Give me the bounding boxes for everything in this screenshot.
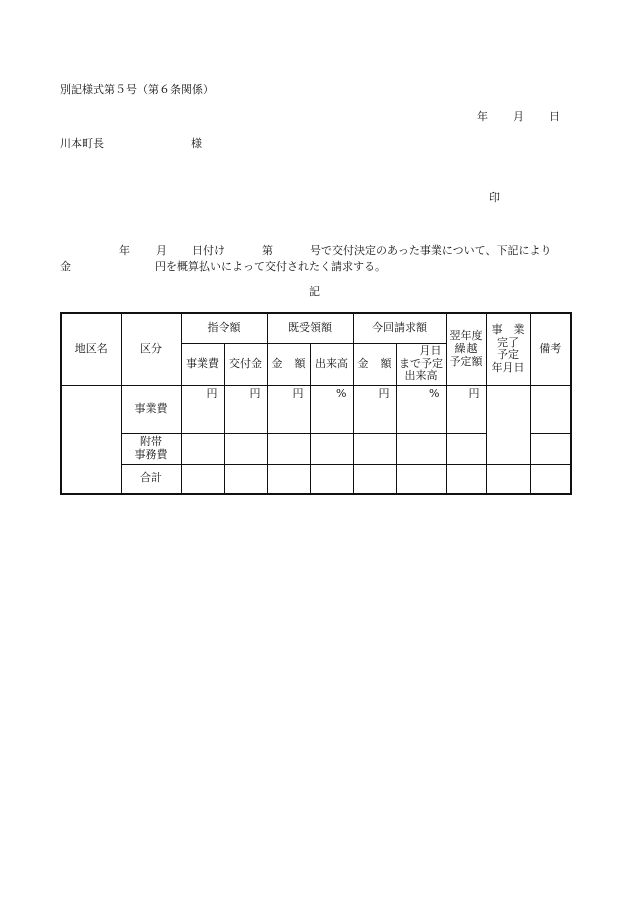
- completion-date-cell[interactable]: [486, 385, 530, 464]
- completion-line-3: 予定: [497, 348, 519, 362]
- completion-line-2: 完了: [497, 335, 519, 349]
- form-header: 別記様式第５号（第６条関係）: [60, 83, 214, 96]
- carryover-line-2a: 繰: [454, 341, 466, 355]
- table-row: [61, 464, 571, 494]
- row-label-line-2: 事務費: [134, 447, 168, 461]
- seal-mark: 印: [489, 191, 500, 204]
- body-no-prefix: 第: [262, 244, 273, 257]
- cell[interactable]: [310, 464, 353, 494]
- unit-yen-current[interactable]: 円: [353, 385, 396, 433]
- header-category: 区分: [121, 313, 181, 385]
- cell[interactable]: [446, 433, 486, 464]
- header-order-grant: 交付金: [224, 343, 267, 385]
- table-row: [61, 385, 571, 433]
- header-carryover: [446, 313, 486, 385]
- current-amount-b: 額: [380, 356, 392, 370]
- completion-line-4: 年月日: [491, 360, 525, 374]
- date-year: 年: [477, 110, 488, 123]
- header-received: 既受領額: [267, 313, 353, 343]
- carryover-line-2: [447, 343, 486, 356]
- unit-percent-received[interactable]: %: [310, 385, 353, 433]
- cell[interactable]: [224, 433, 267, 464]
- addressee-honorific: 様: [191, 137, 202, 150]
- body-month: 月: [156, 244, 167, 257]
- header-received-progress: 出来高: [310, 343, 353, 385]
- cell[interactable]: [446, 464, 486, 494]
- current-until-line-2: まで予定: [399, 356, 443, 370]
- carryover-line-1: 翌年度: [449, 329, 483, 343]
- carryover-line-2b: 越: [466, 341, 478, 355]
- header-order-amount: 指令額: [181, 313, 267, 343]
- remarks-cell[interactable]: [530, 433, 571, 464]
- current-until-line-3: 出来高: [404, 369, 438, 383]
- cell[interactable]: [353, 433, 396, 464]
- cell[interactable]: [396, 464, 446, 494]
- cell[interactable]: [181, 433, 224, 464]
- unit-yen-project-cost[interactable]: 円: [181, 385, 224, 433]
- body-dated: 日付け: [192, 244, 225, 257]
- row-label: 事業費: [121, 385, 181, 433]
- remarks-cell[interactable]: [530, 385, 571, 433]
- cell[interactable]: [353, 464, 396, 494]
- cell[interactable]: [224, 464, 267, 494]
- header-remarks: 備考: [530, 313, 571, 385]
- header-order-project-cost: 事業費: [181, 343, 224, 385]
- header-district: 地区名: [61, 313, 121, 385]
- received-amount-b: 額: [294, 356, 306, 370]
- completion-line-1: 事 業: [491, 322, 525, 336]
- unit-yen-grant[interactable]: 円: [224, 385, 267, 433]
- cell[interactable]: [486, 464, 530, 494]
- remarks-cell[interactable]: [530, 464, 571, 494]
- body-no-suffix: 号で交付決定のあった事業について、下記により: [310, 244, 552, 257]
- body-amount-suffix: 円を概算払いによって交付されたく請求する。: [155, 260, 386, 273]
- date-month: 月: [513, 110, 524, 123]
- header-current-amount: [353, 343, 396, 385]
- body-amount-prefix: 金: [60, 260, 71, 273]
- cell[interactable]: [396, 433, 446, 464]
- date-day: 日: [549, 110, 560, 123]
- cell[interactable]: [310, 433, 353, 464]
- row-label: 合計: [121, 464, 181, 494]
- row-label-line-1: 附帯: [140, 434, 162, 448]
- current-until-line-1: 月日: [419, 344, 442, 358]
- cell[interactable]: [267, 464, 310, 494]
- received-amount-a: 金: [271, 356, 283, 370]
- header-current-until: [396, 343, 446, 385]
- unit-yen-received[interactable]: 円: [267, 385, 310, 433]
- unit-yen-carryover[interactable]: 円: [446, 385, 486, 433]
- district-cell[interactable]: [61, 385, 121, 494]
- header-received-amount: [267, 343, 310, 385]
- header-current: 今回請求額: [353, 313, 446, 343]
- cell[interactable]: [181, 464, 224, 494]
- current-amount-a: 金: [357, 356, 369, 370]
- addressee-name: 川本町長: [60, 137, 104, 150]
- unit-percent-current[interactable]: %: [396, 385, 446, 433]
- row-label: [121, 433, 181, 464]
- body-year: 年: [119, 244, 130, 257]
- cell[interactable]: [267, 433, 310, 464]
- ki-heading: 記: [309, 285, 320, 298]
- request-table: [60, 312, 572, 495]
- header-completion: [486, 313, 530, 385]
- carryover-line-3: 予定額: [449, 354, 483, 368]
